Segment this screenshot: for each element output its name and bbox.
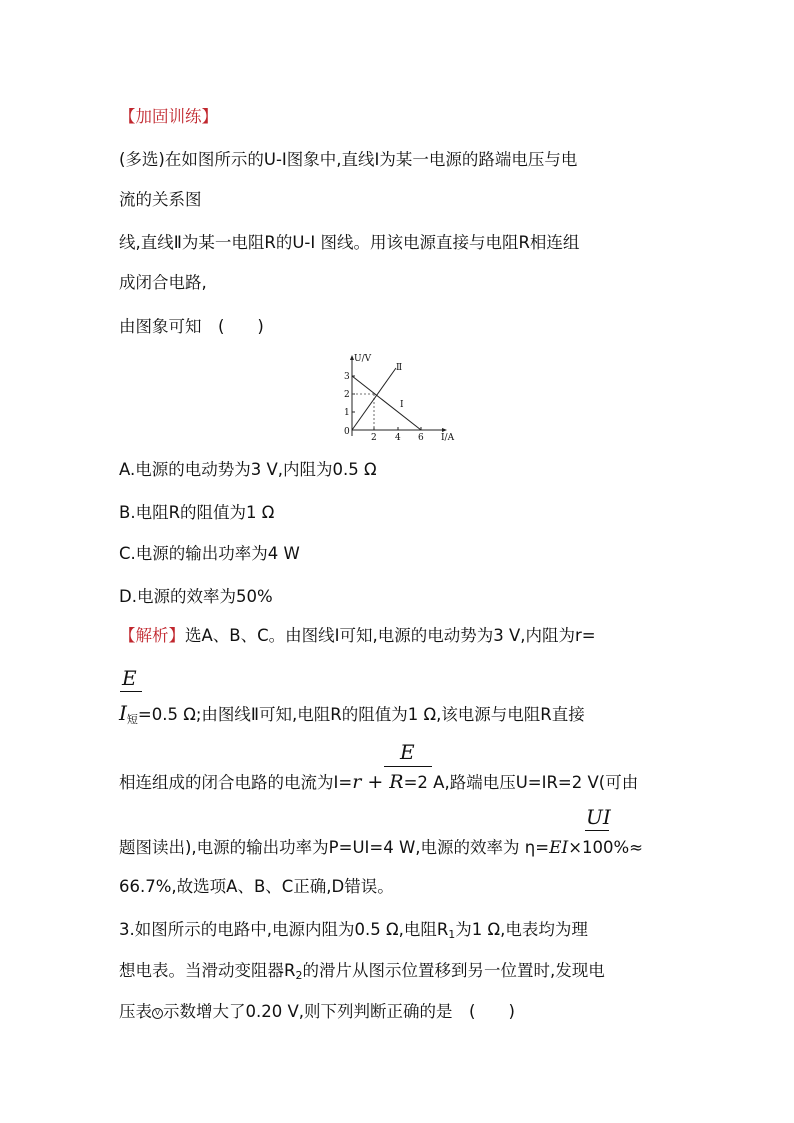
next-question-line-3 [119,1002,515,1022]
fraction-3-bar [585,830,609,831]
fraction-2-bar [384,766,432,767]
next-question-text-1b: 为1 Ω,电表均为理 [455,920,588,939]
fraction-2-denominator: r + R [352,771,404,793]
x-tick-label-2: 2 [371,433,377,443]
question-line-4: 成闭合电路, [119,273,207,292]
voltmeter-symbol-icon: V [152,1008,163,1019]
option-b: B.电阻R的阻值为1 Ω [119,503,275,522]
analysis-line-2 [119,703,585,730]
analysis-line-1 [119,626,596,646]
line-2 [352,368,396,430]
subscript-r2: 2 [295,969,303,982]
analysis-text-4a: 题图读出),电源的输出功率为P=UI=4 W,电源的效率为 η= [119,838,550,857]
fraction-1-denominator-sub: 短 [126,713,138,726]
y-axis-label: U/V [354,354,372,364]
analysis-text-3a: 相连组成的闭合电路的电流为I= [119,773,353,792]
fraction-3-denominator: EI [549,838,569,858]
fraction-3-numerator: UI [586,805,611,829]
analysis-text-2: =0.5 Ω;由图线Ⅱ可知,电阻R的阻值为1 Ω,该电源与电阻R直接 [137,705,585,724]
y-tick-label-3: 3 [344,372,350,382]
analysis-tag: 【解析】 [119,626,185,645]
subscript-r1: 1 [448,928,456,941]
analysis-text-4b: ×100%≈ [568,838,644,857]
y-tick-label-1: 1 [344,408,350,418]
analysis-text-1: 选A、B、C。由图线Ⅰ可知,电源的电动势为3 V,内阻为r= [185,626,596,645]
y-tick-label-2: 2 [344,390,350,400]
next-question-line-1 [119,920,588,945]
line-1-label: Ⅰ [400,400,404,410]
next-question-text-3b: 示数增大了0.20 V,则下列判断正确的是 ( ) [163,1002,515,1021]
question-line-2: 流的关系图 [119,190,202,209]
line-2-label: Ⅱ [396,363,403,373]
question-line-5: 由图象可知 ( ) [119,317,264,336]
next-question-text-1: 3.如图所示的电路中,电源内阻为0.5 Ω,电阻R [119,920,449,939]
next-question-text-2: 想电表。当滑动变阻器R [119,961,296,980]
fraction-1-numerator: E [122,666,137,690]
next-question-text-3a: 压表 [119,1002,152,1021]
fraction-1-denominator: I [119,701,127,725]
u-i-graph [340,352,460,444]
x-tick-label-6: 6 [418,433,424,443]
analysis-text-3b: =2 A,路端电压U=IR=2 V(可由 [403,773,639,792]
question-line-3: 线,直线Ⅱ为某一电阻R的U-I 图线。用该电源直接与电阻R相连组 [119,233,580,252]
x-axis-label: I/A [441,433,455,443]
question-line-1: (多选)在如图所示的U-I图象中,直线Ⅰ为某一电源的路端电压与电 [119,150,578,169]
section-title: 【加固训练】 [119,107,218,126]
line-1 [352,376,421,430]
x-axis-arrow [442,428,447,432]
fraction-1-bar [120,691,142,692]
analysis-line-3 [119,772,638,793]
option-a: A.电源的电动势为3 V,内阻为0.5 Ω [119,460,377,479]
next-question-text-2b: 的滑片从图示位置移到另一位置时,发现电 [302,961,605,980]
fraction-2-numerator: E [400,740,415,764]
x-tick-label-4: 4 [395,433,401,443]
analysis-line-5: 66.7%,故选项A、B、C正确,D错误。 [119,877,394,896]
analysis-line-4 [119,838,643,858]
option-c: C.电源的输出功率为4 W [119,544,300,563]
option-d: D.电源的效率为50% [119,587,273,606]
next-question-line-2 [119,961,605,986]
origin-label: 0 [344,427,350,437]
